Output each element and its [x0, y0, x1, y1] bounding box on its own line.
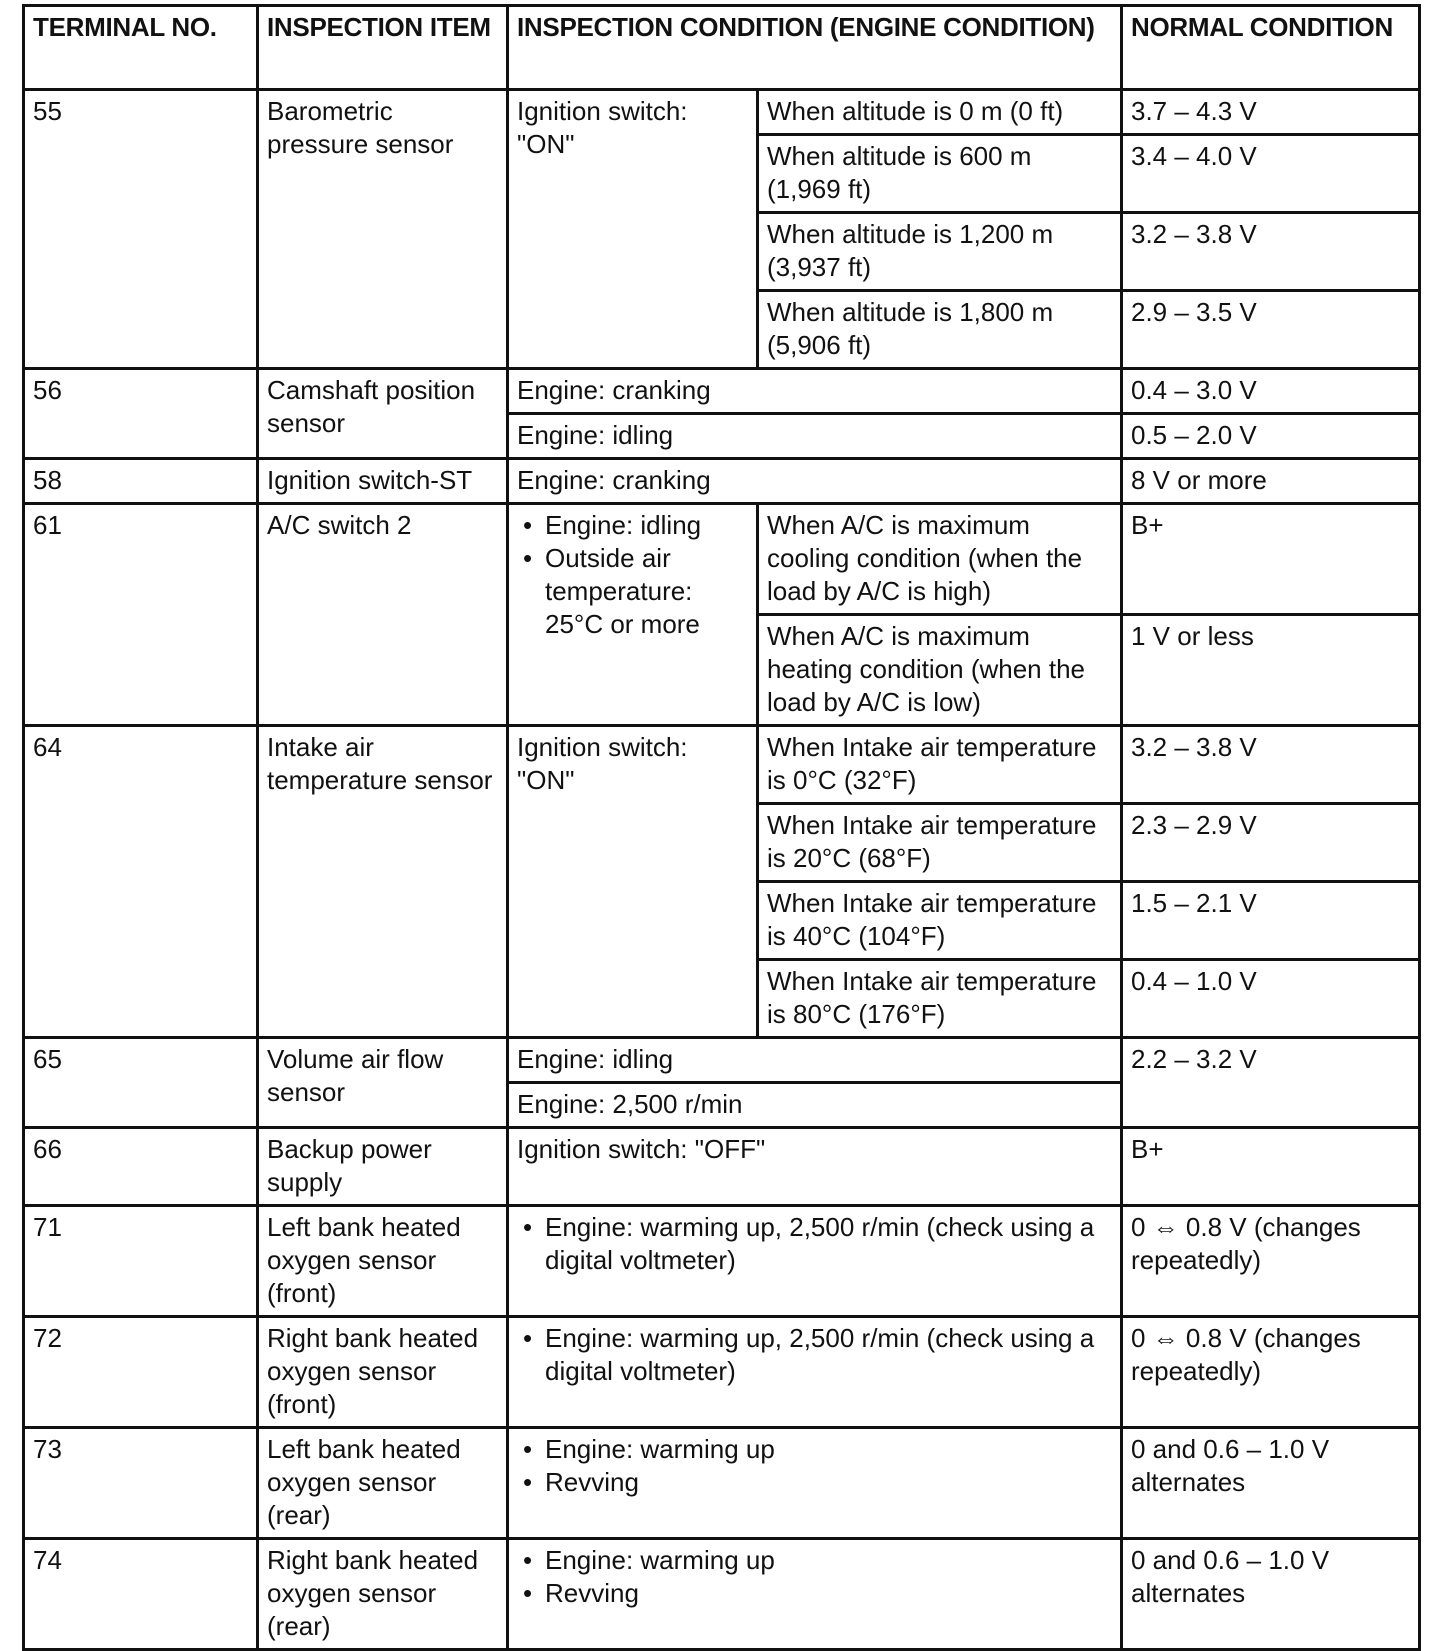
inspection-item: Barometric pressure sensor [258, 90, 508, 369]
condition-detail: When altitude is 600 m (1,969 ft) [758, 135, 1122, 213]
normal-condition: 2.3 – 2.9 V [1122, 804, 1420, 882]
list-item: • Engine: warming up [517, 1544, 1112, 1577]
inspection-condition: Engine: idling [508, 414, 1122, 459]
inspection-item: Ignition switch-ST [258, 459, 508, 504]
condition-list [517, 1211, 1112, 1277]
normal-condition: B+ [1122, 1128, 1420, 1206]
condition-detail: When Intake air temperature is 80°C (176°F) [758, 960, 1122, 1038]
inspection-table [22, 4, 1421, 1651]
list-item: • Outside air temperature: 25°C or more [517, 542, 748, 641]
inspection-item: Right bank heated oxygen sensor (rear) [258, 1539, 508, 1650]
list-item: • Engine: warming up [517, 1433, 1112, 1466]
inspection-item: Intake air temperature sensor [258, 726, 508, 1038]
table-row [24, 1428, 1420, 1539]
inspection-item: Camshaft position sensor [258, 369, 508, 459]
list-item: • Engine: idling [517, 509, 748, 542]
list-item: • Revving [517, 1466, 1112, 1499]
table-row [24, 90, 1420, 135]
normal-condition: 2.9 – 3.5 V [1122, 291, 1420, 369]
terminal-no: 56 [24, 369, 258, 459]
inspection-condition [508, 504, 758, 726]
normal-condition: 3.4 – 4.0 V [1122, 135, 1420, 213]
inspection-condition: Ignition switch: "ON" [508, 90, 758, 369]
list-item: • Engine: warming up, 2,500 r/min (check using a digital voltmeter) [517, 1211, 1112, 1277]
terminal-no: 55 [24, 90, 258, 369]
normal-condition: 0.5 – 2.0 V [1122, 414, 1420, 459]
table-row [24, 1317, 1420, 1428]
inspection-condition: Engine: 2,500 r/min [508, 1083, 1122, 1128]
terminal-no: 74 [24, 1539, 258, 1650]
table-row [24, 1128, 1420, 1206]
table-row [24, 1206, 1420, 1317]
inspection-condition: Engine: cranking [508, 459, 1122, 504]
condition-detail: When Intake air temperature is 20°C (68°F) [758, 804, 1122, 882]
table-row [24, 459, 1420, 504]
normal-condition: 3.2 – 3.8 V [1122, 213, 1420, 291]
normal-condition: 8 V or more [1122, 459, 1420, 504]
condition-list [517, 1544, 1112, 1610]
condition-detail: When altitude is 1,200 m (3,937 ft) [758, 213, 1122, 291]
inspection-condition: Ignition switch: "ON" [508, 726, 758, 1038]
inspection-condition [508, 1317, 1122, 1428]
condition-detail: When Intake air temperature is 40°C (104°F) [758, 882, 1122, 960]
terminal-no: 61 [24, 504, 258, 726]
condition-detail: When A/C is maximum cooling condition (when the load by A/C is high) [758, 504, 1122, 615]
inspection-item: Right bank heated oxygen sensor (front) [258, 1317, 508, 1428]
inspection-condition: Ignition switch: "OFF" [508, 1128, 1122, 1206]
header-terminal-no: TERMINAL NO. [24, 6, 258, 90]
condition-list [517, 1322, 1112, 1388]
normal-condition: 0.4 – 3.0 V [1122, 369, 1420, 414]
inspection-item: A/C switch 2 [258, 504, 508, 726]
inspection-condition [508, 1428, 1122, 1539]
normal-condition: 0 ⇔ 0.8 V (changes repeatedly) [1122, 1317, 1420, 1428]
table-row [24, 369, 1420, 414]
condition-list [517, 509, 748, 641]
table-row [24, 1038, 1420, 1083]
inspection-condition [508, 1539, 1122, 1650]
condition-detail: When A/C is maximum heating condition (when the load by A/C is low) [758, 615, 1122, 726]
normal-condition: 1.5 – 2.1 V [1122, 882, 1420, 960]
normal-condition: 0 ⇔ 0.8 V (changes repeatedly) [1122, 1206, 1420, 1317]
terminal-no: 72 [24, 1317, 258, 1428]
condition-detail: When Intake air temperature is 0°C (32°F) [758, 726, 1122, 804]
normal-condition: 0.4 – 1.0 V [1122, 960, 1420, 1038]
normal-condition: 3.7 – 4.3 V [1122, 90, 1420, 135]
inspection-item: Left bank heated oxygen sensor (rear) [258, 1428, 508, 1539]
normal-condition: 0 and 0.6 – 1.0 V alternates [1122, 1428, 1420, 1539]
header-row [24, 6, 1420, 90]
header-inspection-condition: INSPECTION CONDITION (ENGINE CONDITION) [508, 6, 1122, 90]
table-row [24, 504, 1420, 615]
condition-detail: When altitude is 0 m (0 ft) [758, 90, 1122, 135]
terminal-no: 66 [24, 1128, 258, 1206]
table-row [24, 726, 1420, 804]
header-inspection-item: INSPECTION ITEM [258, 6, 508, 90]
header-normal-condition: NORMAL CONDITION [1122, 6, 1420, 90]
normal-condition: 2.2 – 3.2 V [1122, 1038, 1420, 1128]
normal-condition: 1 V or less [1122, 615, 1420, 726]
list-item: • Engine: warming up, 2,500 r/min (check using a digital voltmeter) [517, 1322, 1112, 1388]
inspection-sheet [22, 4, 1418, 1651]
inspection-condition: Engine: idling [508, 1038, 1122, 1083]
condition-detail: When altitude is 1,800 m (5,906 ft) [758, 291, 1122, 369]
terminal-no: 58 [24, 459, 258, 504]
terminal-no: 65 [24, 1038, 258, 1128]
terminal-no: 71 [24, 1206, 258, 1317]
normal-condition: 3.2 – 3.8 V [1122, 726, 1420, 804]
condition-list [517, 1433, 1112, 1499]
terminal-no: 73 [24, 1428, 258, 1539]
normal-condition: 0 and 0.6 – 1.0 V alternates [1122, 1539, 1420, 1650]
inspection-condition [508, 1206, 1122, 1317]
terminal-no: 64 [24, 726, 258, 1038]
inspection-item: Volume air flow sensor [258, 1038, 508, 1128]
inspection-item: Backup power supply [258, 1128, 508, 1206]
list-item: • Revving [517, 1577, 1112, 1610]
inspection-condition: Engine: cranking [508, 369, 1122, 414]
normal-condition: B+ [1122, 504, 1420, 615]
inspection-item: Left bank heated oxygen sensor (front) [258, 1206, 508, 1317]
table-row [24, 1539, 1420, 1650]
